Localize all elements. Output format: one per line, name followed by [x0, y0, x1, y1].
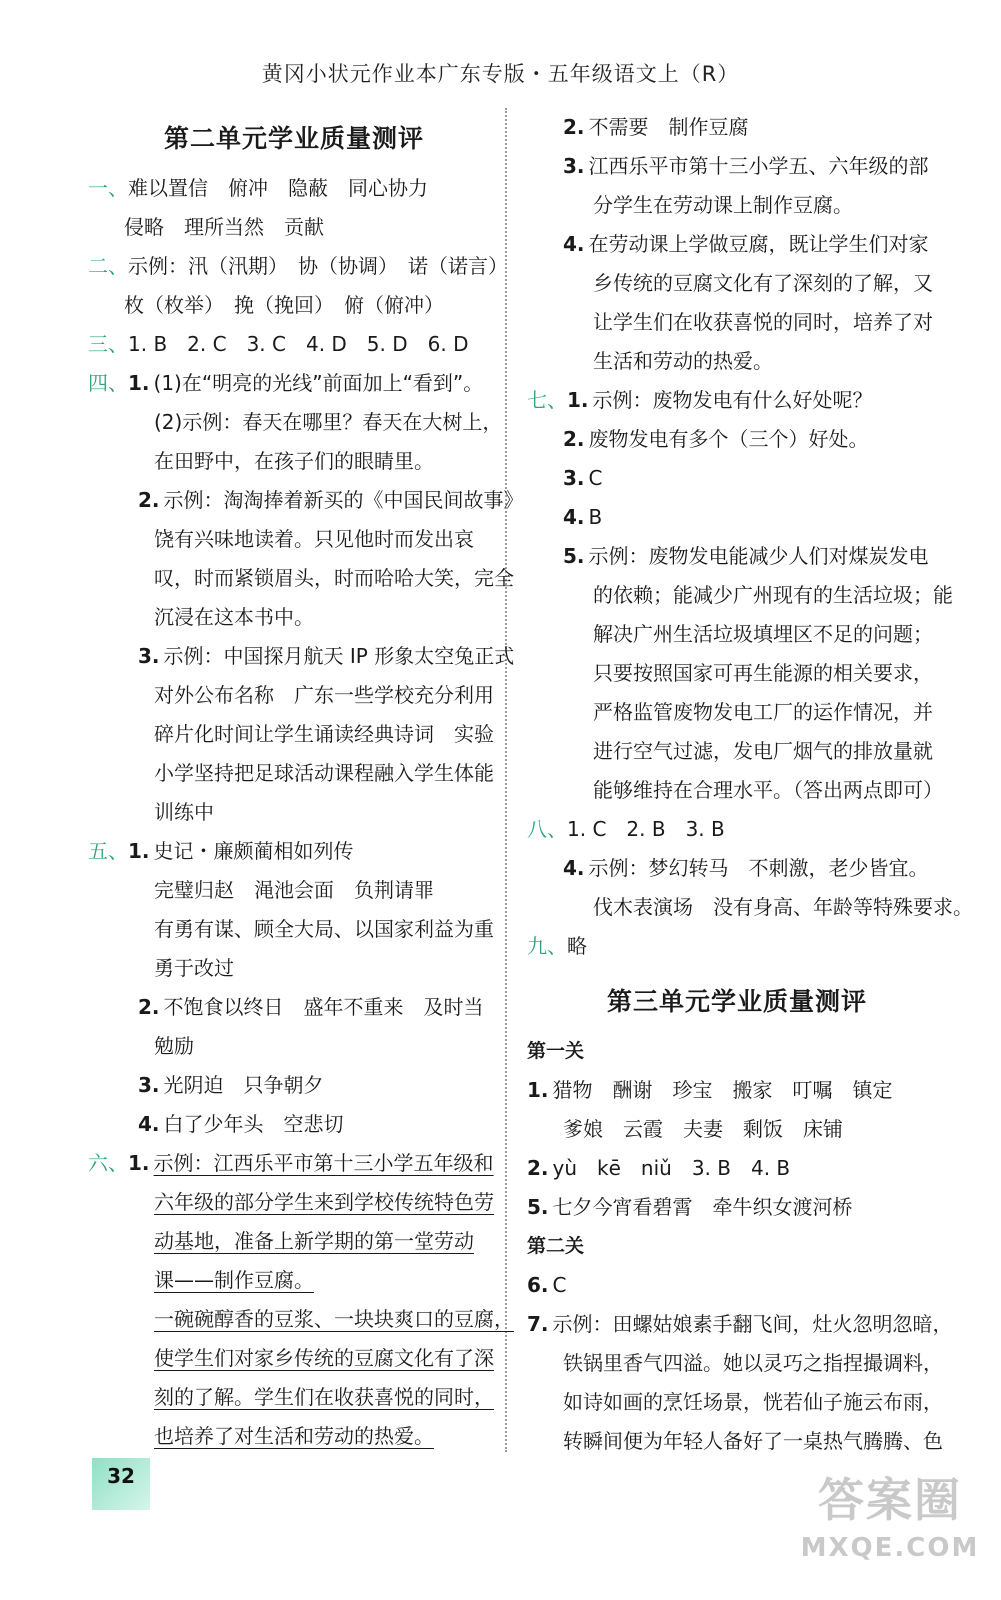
answer-text: 江西乐平市第十三小学五、六年级的部 [588, 154, 929, 178]
question-number: 3. [563, 154, 585, 178]
watermark-url: MXQE.COM [800, 1533, 980, 1563]
page-number: 32 [92, 1458, 150, 1510]
answer-line [88, 1183, 500, 1222]
answer-line [88, 715, 500, 754]
watermark-logo-text: 答案圈 [818, 1473, 962, 1527]
answer-text: 在劳动课上学做豆腐，既让学生们对家 [588, 232, 929, 256]
answer-text: 示例：中国探月航天 IP 形象太空兔正式 [163, 644, 515, 668]
answer-text: 沉浸在这本书中。 [154, 605, 314, 629]
answer-text: 解决广州生活垃圾填埋区不足的问题； [593, 622, 933, 646]
answer-text: 伐木表演场 没有身高、年龄等特殊要求。 [593, 895, 973, 919]
answer-text: 示例：废物发电有什么好处呢？ [592, 388, 873, 412]
answer-line [527, 810, 947, 849]
answer-line [88, 754, 500, 793]
answer-line [527, 459, 947, 498]
answer-text: 生活和劳动的热爱。 [593, 349, 773, 373]
left-column [88, 117, 524, 1456]
answer-line [88, 1027, 500, 1066]
answer-line [527, 147, 947, 186]
answer-text: 动基地，准备上新学期的第一堂劳动 [154, 1229, 474, 1253]
question-number: 2. [563, 427, 585, 451]
answer-text: 有勇有谋、顾全大局、以国家利益为重 [154, 917, 494, 941]
answer-line [527, 498, 947, 537]
answer-line [527, 1383, 947, 1422]
answer-text: 使学生们对家乡传统的豆腐文化有了深 [154, 1346, 494, 1370]
answer-text: 转瞬间便为年轻人备好了一桌热气腾腾、色 [563, 1429, 943, 1453]
answer-text: 训练中 [154, 800, 214, 824]
unit2-title: 第二单元学业质量测评 [163, 124, 424, 153]
answer-text: C [588, 466, 603, 490]
answer-line [88, 598, 500, 637]
answer-text: 一碗碗醇香的豆浆、一块块爽口的豆腐， [154, 1307, 514, 1331]
answer-text: 示例：田螺姑娘素手翻飞间，灶火忽明忽暗， [552, 1312, 953, 1336]
answer-line [527, 264, 947, 303]
answer-line [88, 520, 500, 559]
answer-text: 进行空气过滤，发电厂烟气的排放量就 [593, 739, 933, 763]
answer-text: B [588, 505, 603, 529]
answer-line [527, 1110, 947, 1149]
answer-text: 让学生们在收获喜悦的同时，培养了对 [593, 310, 933, 334]
question-number: 5. [527, 1195, 549, 1219]
answer-text: 如诗如画的烹饪场景，恍若仙子施云布雨， [563, 1390, 943, 1414]
answer-line [88, 676, 500, 715]
answer-line [88, 286, 500, 325]
question-number: 7. [527, 1312, 549, 1336]
unit3-title: 第三单元学业质量测评 [606, 987, 867, 1016]
answer-line [88, 1144, 500, 1183]
answer-text: 叹，时而紧锁眉头，时而哈哈大笑，完全 [154, 566, 514, 590]
section-marker: 八、 [527, 817, 567, 841]
section-marker: 二、 [88, 254, 128, 278]
answer-text: 废物发电有多个（三个）好处。 [588, 427, 869, 451]
answer-text: 刻的了解。学生们在收获喜悦的同时， [154, 1385, 494, 1409]
section-marker: 五、 [88, 839, 128, 863]
answer-line [88, 637, 515, 676]
answer-text: 示例：废物发电能减少人们对煤炭发电 [588, 544, 929, 568]
question-number: 4. [563, 505, 585, 529]
question-number: 4. [563, 856, 585, 880]
unit2-answers-continued [527, 108, 973, 966]
answer-line [88, 910, 500, 949]
answer-text: yù kē niǔ 3. B 4. B [552, 1156, 791, 1180]
answer-line [88, 1261, 500, 1300]
answer-line [88, 832, 500, 871]
answer-text: 不饱食以终日 盛年不重来 及时当 [163, 995, 484, 1019]
answer-text: 猎物 酬谢 珍宝 搬家 叮嘱 镇定 [552, 1078, 893, 1102]
answer-line [88, 1378, 500, 1417]
answer-line [527, 1188, 947, 1227]
answer-text: 铁锅里香气四溢。她以灵巧之指捏撮调料， [563, 1351, 943, 1375]
answer-line [527, 888, 973, 927]
answer-text: 课——制作豆腐。 [154, 1268, 314, 1292]
answer-line [527, 186, 947, 225]
answer-text: (1)在“明亮的光线”前面加上“看到”。 [153, 371, 484, 395]
question-number: 1. [567, 388, 589, 412]
answer-line [88, 169, 500, 208]
section-subheading: 第一关 [527, 1040, 585, 1062]
answer-line [527, 342, 947, 381]
section-marker: 七、 [527, 388, 567, 412]
question-number: 2. [563, 115, 585, 139]
answer-line [527, 654, 947, 693]
answer-line [88, 949, 500, 988]
answer-line [527, 615, 947, 654]
answer-line [88, 793, 500, 832]
answer-text: 示例：汛（汛期） 协（协调） 诺（诺言） [128, 254, 508, 278]
question-number: 2. [138, 488, 160, 512]
section-marker: 一、 [88, 176, 128, 200]
answer-text: 示例：淘淘捧着新买的《中国民间故事》 [163, 488, 524, 512]
answer-text: 乡传统的豆腐文化有了深刻的了解，又 [593, 271, 933, 295]
answer-line [88, 1105, 500, 1144]
question-number: 1. [128, 371, 150, 395]
answer-text: 小学坚持把足球活动课程融入学生体能 [154, 761, 494, 785]
answer-text: 光阴迫 只争朝夕 [163, 1073, 324, 1097]
answer-text: 略 [567, 934, 587, 958]
answer-line [527, 693, 947, 732]
answer-line [527, 381, 947, 420]
question-number: 1. [128, 1151, 150, 1175]
answer-text: 也培养了对生活和劳动的热爱。 [154, 1424, 434, 1448]
answer-line [88, 988, 500, 1027]
question-number: 6. [527, 1273, 549, 1297]
question-number: 2. [527, 1156, 549, 1180]
answer-line [88, 481, 524, 520]
question-number: 3. [563, 466, 585, 490]
answer-line [527, 537, 947, 576]
page-header: 黄冈小状元作业本广东专版・五年级语文上（R） [261, 62, 740, 86]
answer-line [527, 1422, 947, 1461]
answer-text: C [552, 1273, 567, 1297]
answer-text: 六年级的部分学生来到学校传统特色劳 [154, 1190, 494, 1214]
answer-line [527, 927, 947, 966]
answer-line [88, 1066, 500, 1105]
answer-line [88, 325, 500, 364]
answer-text: 白了少年头 空悲切 [163, 1112, 344, 1136]
answer-text: (2)示例：春天在哪里？春天在大树上， [154, 410, 503, 434]
question-number: 1. [527, 1078, 549, 1102]
answer-text: 在田野中，在孩子们的眼睛里。 [154, 449, 434, 473]
answer-text: 侵略 理所当然 贡献 [124, 215, 324, 239]
watermark [790, 1470, 990, 1590]
section-marker: 三、 [88, 332, 128, 356]
answer-line [88, 1417, 500, 1456]
answer-text: 能够维持在合理水平。（答出两点即可） [593, 778, 943, 802]
answer-line [88, 403, 503, 442]
section-marker: 六、 [88, 1151, 128, 1175]
answer-line [527, 1149, 947, 1188]
unit2-answers [88, 169, 524, 1456]
answer-text: 1. C 2. B 3. B [567, 817, 725, 841]
answer-text: 饶有兴味地读着。只见他时而发出哀 [154, 527, 474, 551]
unit3-answers [527, 1032, 953, 1461]
answer-text: 史记・廉颇蔺相如列传 [153, 839, 354, 863]
answer-text: 分学生在劳动课上制作豆腐。 [593, 193, 853, 217]
answer-text: 勇于改过 [154, 956, 234, 980]
answer-line [88, 1339, 500, 1378]
answer-text: 爹娘 云霞 夫妻 剩饭 床铺 [563, 1117, 843, 1141]
answer-text: 只要按照国家可再生能源的相关要求， [593, 661, 933, 685]
question-number: 5. [563, 544, 585, 568]
answer-line [88, 871, 500, 910]
answer-line [88, 208, 500, 247]
answer-text: 1. B 2. C 3. C 4. D 5. D 6. D [128, 332, 469, 356]
answer-text: 碎片化时间让学生诵读经典诗词 实验 [154, 722, 494, 746]
answer-line [527, 420, 947, 459]
answer-text: 示例：梦幻转马 不刺激，老少皆宜。 [588, 856, 929, 880]
answer-text: 枚（枚举） 挽（挽回） 俯（俯冲） [124, 293, 444, 317]
answer-line [527, 1344, 947, 1383]
answer-line [527, 771, 947, 810]
answer-text: 对外公布名称 广东一些学校充分利用 [154, 683, 494, 707]
answer-text: 的依赖；能减少广州现有的生活垃圾；能 [593, 583, 953, 607]
answer-text: 不需要 制作豆腐 [588, 115, 749, 139]
question-number: 4. [563, 232, 585, 256]
question-number: 4. [138, 1112, 160, 1136]
column-divider [505, 108, 507, 1452]
answer-text: 勉励 [154, 1034, 194, 1058]
answer-line [88, 1222, 500, 1261]
question-number: 3. [138, 1073, 160, 1097]
answer-line [527, 1071, 947, 1110]
answer-text: 七夕今宵看碧霄 牵牛织女渡河桥 [552, 1195, 853, 1219]
answer-line [527, 108, 947, 147]
question-number: 1. [128, 839, 150, 863]
question-number: 3. [138, 644, 160, 668]
answer-line [88, 247, 508, 286]
answer-line [527, 1305, 953, 1344]
answer-line [88, 1300, 514, 1339]
question-number: 2. [138, 995, 160, 1019]
answer-text: 示例：江西乐平市第十三小学五年级和 [153, 1151, 494, 1175]
answer-line [527, 225, 947, 264]
answer-text: 完璧归赵 渑池会面 负荆请罪 [154, 878, 434, 902]
answer-text: 严格监管废物发电工厂的运作情况，并 [593, 700, 933, 724]
section-marker: 九、 [527, 934, 567, 958]
answer-line [88, 442, 500, 481]
answer-line [527, 732, 947, 771]
section-subheading: 第二关 [527, 1235, 585, 1257]
answer-line [88, 364, 500, 403]
section-marker: 四、 [88, 371, 128, 395]
answer-line [527, 849, 947, 888]
answer-line [527, 1266, 947, 1305]
answer-text: 难以置信 俯冲 隐蔽 同心协力 [128, 176, 428, 200]
answer-line [527, 303, 947, 342]
answer-line [88, 559, 514, 598]
right-column [527, 108, 973, 1461]
answer-line [527, 576, 953, 615]
